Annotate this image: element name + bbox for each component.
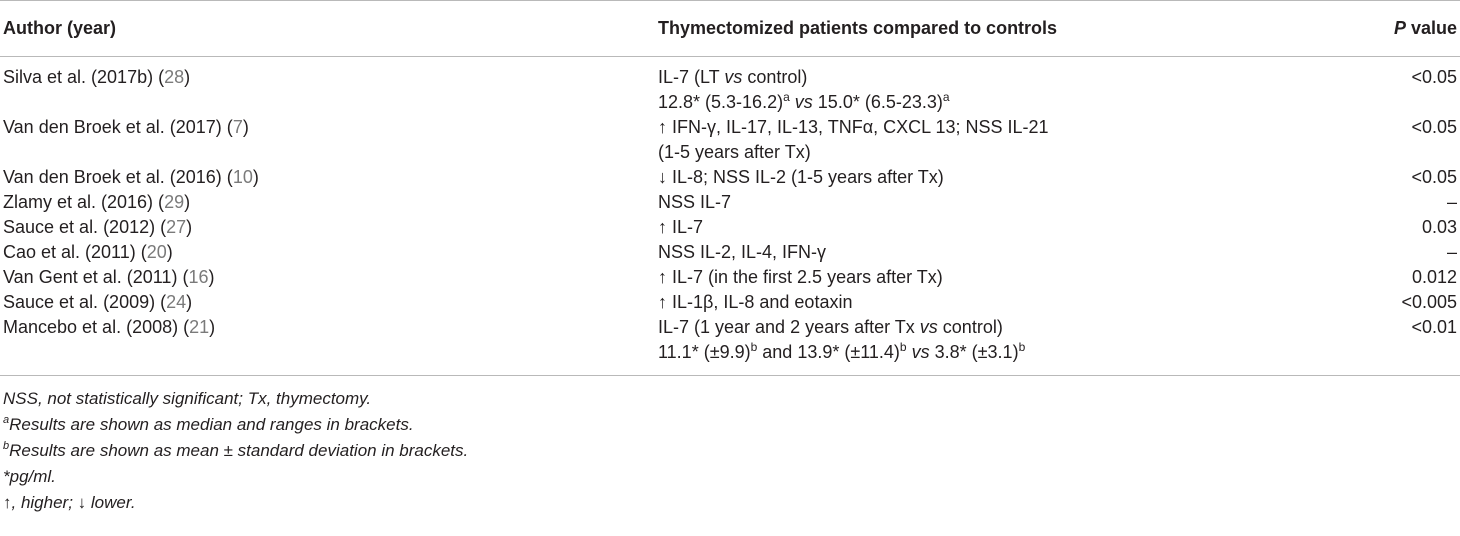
footnote-mark-a: a	[3, 414, 10, 426]
comparison-text: 15.0* (6.5-23.3)	[817, 92, 943, 112]
author-paren: )	[184, 67, 191, 87]
comparison-text: IL-7 (LT	[658, 67, 725, 87]
comparison-cell	[650, 315, 1330, 375]
footnote-mark-a: a	[942, 90, 950, 104]
header-p-italic: P	[1393, 18, 1406, 38]
footnote-a	[3, 412, 1460, 438]
comparison-text: and 13.9* (±11.4)	[757, 342, 900, 362]
author-cell	[0, 265, 650, 290]
table-footnotes	[0, 376, 1460, 516]
author-paren: )	[208, 267, 215, 287]
footnote-text: Results are shown as median and ranges in brackets.	[9, 415, 414, 434]
author-text: Sauce et al. (2012) (	[3, 217, 167, 237]
p-value-cell: –	[1446, 192, 1457, 212]
reference-link[interactable]: 27	[166, 217, 187, 237]
reference-link[interactable]: 28	[164, 67, 185, 87]
reference-link[interactable]: 24	[166, 292, 187, 312]
footnote-b	[3, 438, 1460, 464]
footnote-nss: NSS, not statistically significant; Tx, thymectomy.	[3, 389, 372, 408]
comparison-cell: NSS IL-7	[658, 192, 732, 212]
table-row	[0, 290, 1460, 315]
comparison-cell	[650, 57, 1330, 116]
author-cell	[0, 165, 650, 190]
p-value-cell: –	[1446, 242, 1457, 262]
author-cell	[0, 190, 650, 215]
footnote-mark-b: b	[899, 340, 907, 354]
footnote-arrows: ↑, higher; ↓ lower.	[3, 493, 136, 512]
comparison-line: (1-5 years after Tx)	[658, 142, 811, 162]
reference-link[interactable]: 21	[189, 317, 210, 337]
vs-text: vs	[911, 342, 930, 362]
p-value-cell: <0.05	[1411, 167, 1457, 187]
reference-link[interactable]: 7	[232, 117, 243, 137]
author-paren: )	[186, 217, 193, 237]
table-row	[0, 57, 1460, 116]
table-row	[0, 215, 1460, 240]
p-value-cell: 0.012	[1411, 267, 1457, 287]
author-cell	[0, 215, 650, 240]
author-cell	[0, 290, 650, 315]
author-paren: )	[186, 292, 193, 312]
comparison-text: 11.1* (±9.9)	[658, 342, 751, 362]
table-row	[0, 315, 1460, 375]
comparison-text: 12.8* (5.3-16.2)	[658, 92, 784, 112]
comparison-line	[658, 90, 1330, 115]
author-text: Zlamy et al. (2016) (	[3, 192, 165, 212]
table-row	[0, 165, 1460, 190]
header-comparison: Thymectomized patients compared to controls	[658, 18, 1058, 38]
p-value-cell: <0.05	[1411, 117, 1457, 137]
author-text: Cao et al. (2011) (	[3, 242, 147, 262]
comparison-text: control)	[937, 317, 1003, 337]
comparison-cell: ↑ IL-7 (in the first 2.5 years after Tx)	[658, 267, 943, 287]
table-row	[0, 115, 1460, 165]
header-p-rest: value	[1405, 18, 1457, 38]
header-p-value	[1330, 1, 1460, 57]
table-body	[0, 57, 1460, 376]
footnote-unit: *pg/ml.	[3, 467, 56, 486]
author-text: Van Gent et al. (2011) (	[3, 267, 189, 287]
comparison-line: ↑ IFN-γ, IL-17, IL-13, TNFα, CXCL 13; NSS IL-21	[658, 117, 1049, 137]
author-text: Mancebo et al. (2008) (	[3, 317, 190, 337]
footnote-mark-b: b	[750, 340, 758, 354]
author-cell	[0, 57, 650, 116]
author-text: Van den Broek et al. (2017) (	[3, 117, 233, 137]
author-text: Van den Broek et al. (2016) (	[3, 167, 233, 187]
comparison-line	[658, 340, 1330, 365]
reference-link[interactable]: 29	[164, 192, 185, 212]
author-paren: )	[242, 117, 249, 137]
footnote-text: Results are shown as mean ± standard deviation in brackets.	[9, 441, 469, 460]
author-paren: )	[166, 242, 173, 262]
comparison-text: control)	[742, 67, 808, 87]
author-paren: )	[184, 192, 191, 212]
table-row	[0, 190, 1460, 215]
reference-link[interactable]: 20	[146, 242, 167, 262]
footnote-mark-a: a	[783, 90, 790, 104]
p-value-cell: <0.005	[1401, 292, 1457, 312]
table-header	[0, 1, 1460, 57]
vs-text: vs	[919, 317, 938, 337]
comparison-cell: ↓ IL-8; NSS IL-2 (1-5 years after Tx)	[658, 167, 944, 187]
author-text: Silva et al. (2017b) (	[3, 67, 165, 87]
comparison-text: IL-7 (1 year and 2 years after Tx	[658, 317, 920, 337]
comparison-text: 3.8* (±3.1)	[934, 342, 1019, 362]
author-cell	[0, 115, 650, 165]
p-value-cell: <0.01	[1411, 317, 1457, 337]
reference-link[interactable]: 10	[232, 167, 253, 187]
vs-text: vs	[724, 67, 743, 87]
comparison-cell: ↑ IL-1β, IL-8 and eotaxin	[658, 292, 853, 312]
header-author: Author (year)	[3, 18, 117, 38]
footnote-mark-b: b	[1018, 340, 1026, 354]
author-paren: )	[209, 317, 216, 337]
reference-link[interactable]: 16	[188, 267, 209, 287]
vs-text: vs	[794, 92, 813, 112]
author-cell	[0, 315, 650, 375]
p-value-cell: 0.03	[1421, 217, 1457, 237]
comparison-cell	[650, 115, 1330, 165]
comparison-line	[658, 65, 1330, 90]
author-text: Sauce et al. (2009) (	[3, 292, 167, 312]
table-row	[0, 265, 1460, 290]
author-cell	[0, 240, 650, 265]
comparison-cell: NSS IL-2, IL-4, IFN-γ	[658, 242, 827, 262]
comparison-line	[658, 315, 1330, 340]
table-row	[0, 240, 1460, 265]
footnote-mark-b: b	[3, 440, 10, 452]
p-value-cell: <0.05	[1411, 67, 1457, 87]
author-paren: )	[252, 167, 259, 187]
comparison-cell: ↑ IL-7	[658, 217, 704, 237]
